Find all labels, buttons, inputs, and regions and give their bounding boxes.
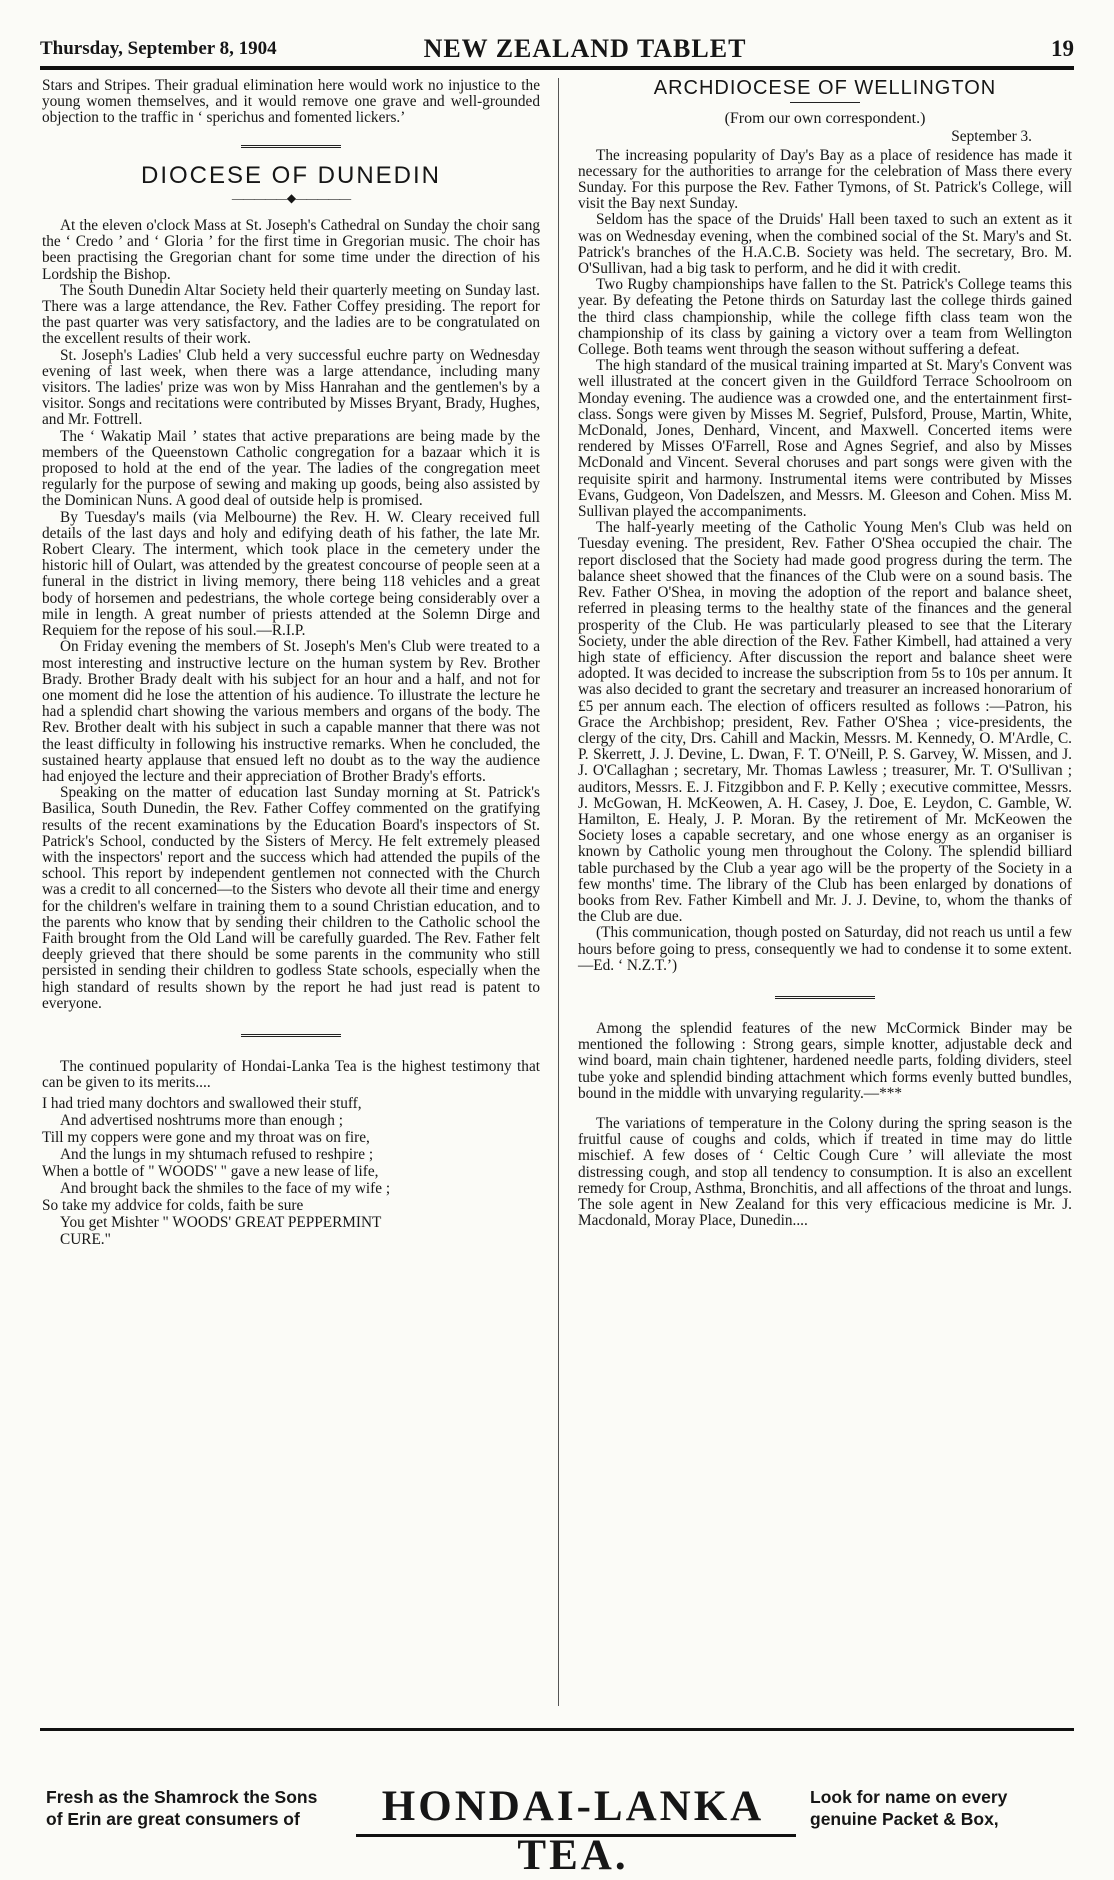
footer-left-line-1: Fresh as the Shamrock the Sons <box>46 1787 318 1807</box>
footer-left-text <box>46 1786 317 1830</box>
masthead-rule <box>40 66 1074 70</box>
mccormick-paragraph: Among the splendid features of the new McCormick Binder may be mentioned the following : Strong gears, simple knotter, adjustable deck and wind board, main chain tightener, hardened needle parts, folding dividers, steel tube yoke and splendid binding attachment which forms evenly butted bundles, bound in the middle with unvarying regularity.—*** <box>578 1019 1072 1102</box>
brand-underline <box>356 1834 796 1837</box>
verse-line: When a bottle of " WOODS' " gave a new lease of life, <box>42 1163 379 1181</box>
heading-ornament: —————◆————— <box>231 190 351 205</box>
wellington-paragraph: Seldom has the space of the Druids' Hall been taxed to such an extent as it was on Wednesday evening, when the combined social of the St. Mary's and St. Patrick's branches of the H.A.C.B. Society was held. The secretary, Bro. M. O'Sullivan, had a big task to perform, and he did it with credit. <box>578 211 1072 278</box>
verse-line: CURE." <box>60 1231 111 1249</box>
wellington-paragraph: The high standard of the musical training imparted at St. Mary's Convent was well illustrated at the concert given in the Guildford Terrace Schoolroom on Monday evening. The audience was a crowded one, and the entertainment first-class. Songs were given by Misses M. Segrief, Pulsford, Prouse, Martin, White, McDonald, Jones, Denhard, Vincent, and Maxwell. Concerted items were rendered by Misses O'Farrell, Rose and Agnes Segrief, and also by Misses McDonald and Vincent. Several choruses and part songs were given with the requisite spirit and harmony. Instrumental items were contributed by Misses Evans, Gudgeon, Von Dadelszen, and Messrs. M. Gleeson and Cohen. Miss M. Sullivan played the accompaniments. <box>578 357 1072 521</box>
advert-intro: The continued popularity of Hondai-Lanka Tea is the highest testimony that can be given to its merits.... <box>42 1057 540 1092</box>
dunedin-paragraph: St. Joseph's Ladies' Club held a very successful euchre party on Wednesday evening of last week, when there was a large attendance, including many visitors. The ladies' prize was won by Miss Hanrahan and the gentlemen's by a visitor. Songs and recitations were contributed by Misses Bryant, Brady, Hughes, and Mr. Fottrell. <box>42 346 540 429</box>
verse-line: You get Mishter " WOODS' GREAT PEPPERMINT <box>60 1214 382 1232</box>
correspondent-line: (From our own correspondent.) <box>724 110 926 128</box>
section-divider <box>241 1034 341 1037</box>
woods-verse <box>42 1095 540 1248</box>
wellington-paragraph: The increasing popularity of Day's Bay as a place of residence has made it necessary for the authorities to arrange for the celebration of Mass there every Sunday. For this purpose the Rev. Father Tymons, of St. Patrick's College, will visit the Bay next Sunday. <box>578 146 1072 213</box>
dunedin-paragraph: The South Dunedin Altar Society held their quarterly meeting on Sunday last. There was a large attendance, the Rev. Father Coffey presiding. The report for the past quarter was very satisfactory, and the ladies are to be congratulated on the excellent results of their work. <box>42 281 540 348</box>
footer-right-line-1: Look for name on every <box>810 1787 1008 1807</box>
intro-paragraph: Stars and Stripes. Their gradual elimination here would work no injustice to the young women themselves, and it would remove one grave and well-grounded objection to the traffic in ‘ sperichus and fomented lickers.’ <box>42 77 540 127</box>
wellington-paragraph: (This communication, though posted on Saturday, did not reach us until a few hours before going to press, consequently we had to condense it to some extent.—Ed. ‘ N.Z.T.’) <box>578 924 1072 974</box>
dunedin-paragraph: At the eleven o'clock Mass at St. Joseph's Cathedral on Sunday the choir sang the ‘ Credo ’ and ‘ Gloria ’ for the first time in Gregorian music. The choir has been practising the Gregorian chant for some time under the direction of his Lordship the Bishop. <box>42 217 540 283</box>
wellington-articles <box>578 148 1072 974</box>
footer-rule <box>40 1728 1074 1731</box>
right-column <box>578 78 1072 1229</box>
wellington-paragraph: The half-yearly meeting of the Catholic Young Men's Club was held on Tuesday evening. The president, Rev. Father O'Shea occupied the chair. The report disclosed that the Society had made good progress during the term. The balance sheet showed that the finances of the Club were on a sound basis. The Rev. Father O'Shea, in moving the adoption of the report and balance sheet, referred in pleasing terms to the healthy state of the finances and the general prosperity of the Club. He was particularly pleased to see that the Literary Society, under the able direction of the Rev. Father Kimbell, had attained a very high state of efficiency. After discussion the report and balance sheet were adopted. It was decided to increase the subscription from 5s to 10s per annum. It was also decided to grant the secretary and treasurer an increased honorarium of £5 per annum each. The election of officers resulted as follows :—Patron, his Grace the Archbishop; president, Rev. Father O'Shea ; vice-presidents, the clergy of the city, Drs. Cahill and Mackin, Messrs. M. Kennedy, O. M'Ardle, C. P. Skerrett, J. J. Devine, L. Dwan, F. T. O'Neill, P. S. Garvey, W. Missen, and J. J. O'Callaghan ; secretary, Mr. Thomas Lawless ; treasurer, Mr. T. O'Sullivan ; auditors, Messrs. E. J. Fitzgibbon and F. P. Kelly ; executive committee, Messrs. J. McGowan, H. McKeowen, A. H. Casey, J. Doe, E. Leydon, C. Gamble, W. Hamilton, E. Healy, J. P. Moran. By the retirement of Mr. McKeowen the Society loses a capable secretary, and one whose energy as an organiser is known by Catholic young men throughout the Colony. The splendid billiard table purchased by the Club a year ago will be the property of the Society in a few months' time. The library of the Club has been enlarged by donations of books from Rev. Father Kimbell and Mr. J. J. Devine, to, whom the thanks of the Club are due. <box>578 519 1072 926</box>
verse-line: I had tried many dochtors and swallowed their stuff, <box>42 1095 362 1113</box>
page-number: 19 <box>1051 36 1074 61</box>
dunedin-paragraph: Speaking on the matter of education last Sunday morning at St. Patrick's Basilica, South Dunedin, the Rev. Father Coffey commented on the gratifying results of the recent examinations by the Education Board's inspectors of St. Patrick's School, conducted by the Sisters of Mercy. He felt extremely pleased with the inspectors' report and the success which had attended the pupils of the school. This report by independent gentlemen not connected with the Church was a credit to all concerned—to the Sisters who devote all their time and energy for the children's welfare in training them to a sound Christian education, and to the parents who know that by sending their children to the Catholic school the Faith brought from the Old Land will be carefully guarded. The Rev. Father felt deeply grieved that there should be some parents in the community who still persisted in sending their children to godless State schools, especially when the high standard of results shown by the report he had just read is patent to everyone. <box>42 784 540 1012</box>
issue-date: Thursday, September 8, 1904 <box>40 38 277 59</box>
verse-line: And advertised noshtrums more than enough ; <box>60 1112 343 1130</box>
section-divider <box>241 145 341 148</box>
heading-rule <box>790 102 860 103</box>
footer-advertisement <box>40 1728 1074 1879</box>
verse-line: Till my coppers were gone and my throat was on fire, <box>42 1129 370 1147</box>
masthead <box>40 8 1074 74</box>
left-column <box>42 78 540 1248</box>
cough-cure-paragraph: The variations of temperature in the Colony during the spring season is the fruitful cause of coughs and colds, which if treated in time may do little mischief. A few doses of ‘ Celtic Cough Cure ’ will alleviate the most distressing cough, and stop all tendency to consumption. It is also an excellent remedy for Croup, Asthma, Bronchitis, and all affections of the throat and lungs. The sole agent in New Zealand for this very efficacious medicine is Mr. J. Macdonald, Moray Place, Dunedin.... <box>578 1114 1072 1230</box>
dunedin-articles <box>42 218 540 1012</box>
dunedin-heading: DIOCESE OF DUNEDIN <box>140 161 442 189</box>
footer-right-line-2: genuine Packet & Box, <box>810 1809 999 1829</box>
dateline: September 3. <box>951 128 1032 146</box>
wellington-heading: ARCHDIOCESE OF WELLINGTON <box>653 77 997 99</box>
brand-name: HONDAI-LANKA TEA. <box>381 1783 765 1879</box>
section-divider <box>775 996 875 999</box>
footer-left-line-2: of Erin are great consumers of <box>46 1809 300 1829</box>
dunedin-paragraph: On Friday evening the members of St. Joseph's Men's Club were treated to a most interesting and instructive lecture on the human system by Rev. Brother Brady. Brother Brady dealt with his subject for an hour and a half, and not for one moment did he lose the attention of his audience. To illustrate the lecture he had a splendid chart showing the various members and organs of the body. The Rev. Brother dealt with his subject in such a capable manner that there was not the least difficulty in following his instructive remarks. When he concluded, the sustained hearty applause that ensued left no doubt as to the way the audience had enjoyed the lecture and their appreciation of Brother Brady's efforts. <box>42 638 540 785</box>
newspaper-title: NEW ZEALAND TABLET <box>423 34 747 63</box>
footer-right-text <box>810 1786 1007 1830</box>
verse-line: And the lungs in my shtumach refused to reshpire ; <box>60 1146 374 1164</box>
column-rule <box>558 78 559 1706</box>
dunedin-paragraph: By Tuesday's mails (via Melbourne) the Rev. H. W. Cleary received full details of the last days and holy and edifying death of his father, the late Mr. Robert Cleary. The interment, which took place in the cemetery under the historic hill of Oulart, was attended by the greatest concourse of people seen at a funeral in the district in living memory, there being 118 vehicles and a great body of horsemen and pedestrians, the whole cortege being considerably over a mile in length. A great number of priests attended at the Solemn Dirge and Requiem for the repose of his soul.—R.I.P. <box>42 508 540 640</box>
dunedin-paragraph: The ‘ Wakatip Mail ’ states that active preparations are being made by the members of the Queenstown Catholic congregation for a bazaar which it is proposed to hold at the end of the year. The ladies of the congregation meet regularly for the purpose of sewing and making up goods, being also assisted by the Dominican Nuns. A good deal of outside help is promised. <box>42 427 540 510</box>
verse-line: And brought back the shmiles to the face of my wife ; <box>60 1180 391 1198</box>
wellington-paragraph: Two Rugby championships have fallen to the St. Patrick's College teams this year. By defeating the Petone thirds on Saturday last the college thirds gained the third class championship, while the college fifth class team won the championship of its class by gaining a victory over a team from Wellington College. Both teams went through the season without suffering a defeat. <box>578 276 1072 359</box>
verse-line: So take my addvice for colds, faith be sure <box>42 1197 304 1215</box>
